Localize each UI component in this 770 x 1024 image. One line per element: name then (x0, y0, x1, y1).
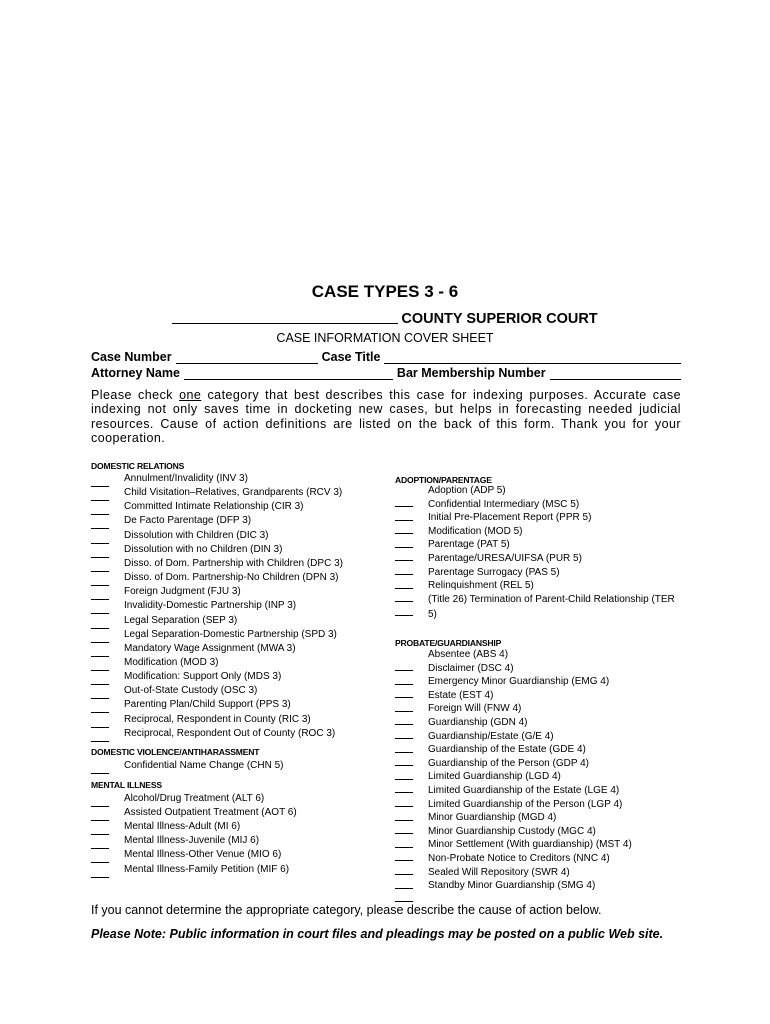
checklist-item (395, 539, 510, 561)
termination-continuation: 5) (428, 609, 437, 620)
checklist-item (91, 473, 248, 487)
checklist-item-label: Emergency Minor Guardianship (EMG 4) (428, 676, 610, 688)
checklist-item-label: Estate (EST 4) (428, 689, 494, 701)
checklist-item-label: Reciprocal, Respondent in County (RIC 3) (124, 713, 311, 725)
checkbox-blank[interactable] (395, 548, 413, 561)
form-subtitle: CASE INFORMATION COVER SHEET (276, 331, 494, 345)
checklist-item-label: Modification (MOD 3) (124, 656, 219, 668)
footer-note: Please Note: Public information in court files and pleadings may be posted on a public Web site. (91, 927, 664, 941)
checklist-item (91, 557, 343, 572)
checkbox-blank[interactable] (91, 700, 109, 713)
section-heading-mental-illness: MENTAL ILLNESS (91, 780, 162, 790)
checklist-item-label: Limited Guardianship of the Estate (LGE 4) (428, 785, 620, 796)
checkbox-blank[interactable] (91, 658, 109, 671)
checklist-item-label: Relinquishment (REL 5) (428, 580, 534, 592)
checklist-item (395, 485, 506, 507)
checklist-item (91, 699, 291, 713)
checklist-item-label: Committed Intimate Relationship (CIR 3) (124, 501, 304, 513)
checklist-item (91, 849, 282, 863)
checkbox-blank[interactable] (395, 685, 413, 698)
case-number-row (91, 350, 681, 364)
checklist-item-label: Dissolution with Children (DIC 3) (124, 529, 269, 541)
checkbox-blank[interactable] (395, 699, 413, 712)
checklist-item (91, 656, 219, 671)
checklist-item-label: Legal Separation-Domestic Partnership (SPD 3) (124, 628, 337, 640)
checklist-item-label: Reciprocal, Respondent Out of County (ROC 3) (124, 727, 336, 739)
checkbox-blank[interactable] (395, 808, 413, 821)
checklist-item (91, 543, 283, 558)
checklist-item-label: Guardianship of the Person (GDP 4) (428, 757, 590, 769)
checkbox-blank[interactable] (91, 808, 109, 821)
checklist-item (91, 793, 265, 807)
checkbox-blank[interactable] (395, 508, 413, 521)
checklist-item (395, 880, 596, 902)
checkbox-blank[interactable] (91, 616, 109, 629)
checkbox-blank[interactable] (395, 876, 413, 889)
checklist-item-label: Limited Guardianship (LGD 4) (428, 771, 561, 783)
checklist-item-label: Disso. of Dom. Partnership with Children (DPC 3) (124, 557, 343, 569)
checklist-item (91, 835, 260, 849)
checkbox-blank[interactable] (91, 729, 109, 742)
checklist-item-label: Parentage Surrogacy (PAS 5) (428, 566, 560, 578)
checklist-item-label: Mental Illness-Juvenile (MIJ 6) (124, 835, 260, 847)
checklist-item-label: Disclaimer (DSC 4) (428, 662, 514, 674)
checklist-item-label: Out-of-State Custody (OSC 3) (124, 685, 258, 697)
checklist-item (91, 614, 238, 629)
checkbox-blank[interactable] (395, 862, 413, 875)
checklist-item-label: Foreign Judgment (FJU 3) (124, 586, 241, 598)
checklist-item-label: Guardianship of the Estate (GDE 4) (428, 744, 586, 756)
checkbox-blank[interactable] (395, 576, 413, 589)
checkbox-blank[interactable] (395, 589, 413, 602)
county-blank[interactable] (172, 310, 398, 324)
checklist-item (91, 600, 297, 614)
checklist-item-label: Non-Probate Notice to Creditors (NNC 4) (428, 853, 610, 864)
checklist-item (91, 487, 343, 501)
checklist-item-label: Mandatory Wage Assignment (MWA 3) (124, 642, 296, 654)
checkbox-blank[interactable] (91, 865, 109, 878)
checklist-item (91, 628, 337, 643)
checklist-item-label: Minor Guardianship (MGD 4) (428, 812, 557, 824)
case-title-label: Case Title (321, 350, 381, 364)
checkbox-blank[interactable] (91, 502, 109, 515)
checkbox-blank[interactable] (91, 630, 109, 643)
footer-instruction: If you cannot determine the appropriate category, please describe the cause of action below. (91, 903, 602, 917)
intro-text-end: category that best describes this case for indexing purposes. Accurate case indexing not only saves time in docketing new cases, but helps in forecasting needed judicial resources. Cause of action definitions are listed on the back of this form. Thank you for your cooperation. (91, 388, 681, 445)
checkbox-blank[interactable] (395, 767, 413, 780)
checkbox-blank[interactable] (91, 822, 109, 835)
checkbox-blank[interactable] (91, 488, 109, 501)
checklist-item (91, 529, 269, 544)
checkbox-blank[interactable] (395, 780, 413, 793)
checklist-item (91, 572, 339, 586)
checkbox-blank[interactable] (395, 726, 413, 739)
section-heading-adoption: ADOPTION/PARENTAGE (395, 475, 492, 485)
checklist-item-label: Disso. of Dom. Partnership-No Children (DPN 3) (124, 572, 339, 584)
bar-number-label: Bar Membership Number (396, 366, 546, 380)
checkbox-blank[interactable] (395, 821, 413, 834)
section-heading-domestic-relations: DOMESTIC RELATIONS (91, 461, 185, 471)
bar-number-field[interactable] (550, 368, 681, 380)
checkbox-blank[interactable] (91, 559, 109, 572)
checkbox-blank[interactable] (395, 712, 413, 725)
checkbox-blank[interactable] (395, 848, 413, 861)
checkbox-blank[interactable] (91, 545, 109, 558)
checkbox-blank[interactable] (395, 603, 413, 616)
court-name: COUNTY SUPERIOR COURT (401, 311, 598, 327)
checkbox-blank[interactable] (91, 672, 109, 685)
section-heading-domestic-violence: DOMESTIC VIOLENCE/ANTIHARASSMENT (91, 747, 260, 757)
checkbox-blank[interactable] (91, 587, 109, 600)
checklist-item-label: Parentage/URESA/UIFSA (PUR 5) (428, 553, 582, 564)
checkbox-blank[interactable] (91, 686, 109, 699)
checklist-item (91, 685, 258, 699)
checkbox-blank[interactable] (395, 794, 413, 807)
attorney-name-field[interactable] (184, 368, 393, 380)
checkbox-blank[interactable] (91, 601, 109, 614)
checklist-item (91, 642, 296, 657)
checklist-item-label: Foreign Will (FNW 4) (428, 703, 522, 715)
checklist-item-label: Invalidity-Domestic Partnership (INP 3) (124, 600, 297, 612)
checklist-item-label: Adoption (ADP 5) (428, 485, 506, 496)
checkbox-blank[interactable] (395, 535, 413, 548)
checkbox-blank[interactable] (395, 672, 413, 685)
checkbox-blank[interactable] (91, 474, 109, 487)
checklist-item (91, 713, 311, 728)
checkbox-blank[interactable] (91, 531, 109, 544)
checklist-item-label: Assisted Outpatient Treatment (AOT 6) (124, 807, 297, 819)
checklist-item (395, 593, 675, 616)
checklist-item-label: (Title 26) Termination of Parent-Child Relationship (TER (428, 593, 675, 605)
checklist-item-label: Minor Settlement (With guardianship) (MST 4) (428, 839, 632, 851)
checkbox-blank[interactable] (395, 494, 413, 507)
checklist-item (91, 671, 282, 685)
case-number-field[interactable] (176, 352, 318, 364)
case-number-label: Case Number (91, 350, 172, 364)
checklist-item (395, 662, 514, 685)
instructions-paragraph (91, 388, 681, 445)
checklist-item-label: Legal Separation (SEP 3) (124, 614, 238, 626)
section-heading-probate: PROBATE/GUARDIANSHIP (395, 638, 502, 648)
checkbox-blank[interactable] (91, 794, 109, 807)
checkbox-blank[interactable] (395, 562, 413, 575)
checkbox-blank[interactable] (395, 753, 413, 766)
checklist-item-label: Minor Guardianship Custody (MGC 4) (428, 825, 596, 837)
checkbox-blank[interactable] (91, 644, 109, 657)
checklist-item-label: Absentee (ABS 4) (428, 649, 509, 660)
checklist-item-label: Annulment/Invalidity (INV 3) (124, 473, 248, 484)
checklist-item (91, 807, 297, 821)
court-line (0, 310, 770, 327)
checklist-item-label: Mental Illness-Adult (MI 6) (124, 821, 241, 833)
checklist-item-label: Guardianship (GDN 4) (428, 717, 528, 728)
checklist-item-label: Sealed Will Repository (SWR 4) (428, 866, 570, 878)
checklist-item-label: Modification: Support Only (MDS 3) (124, 671, 282, 683)
checkbox-blank[interactable] (91, 715, 109, 728)
checklist-item-label: Child Visitation–Relatives, Grandparents (RCV 3) (124, 487, 343, 499)
checkbox-blank[interactable] (91, 761, 109, 774)
checklist-item (91, 821, 241, 835)
checklist-item-label: Modification (MOD 5) (428, 525, 523, 537)
intro-underlined: one (179, 388, 202, 402)
checklist-item-label: Guardianship/Estate (G/E 4) (428, 730, 554, 742)
checklist-item-label: Alcohol/Drug Treatment (ALT 6) (124, 793, 265, 804)
checklist-item-label: Standby Minor Guardianship (SMG 4) (428, 880, 596, 892)
checklist-item-label: Mental Illness-Family Petition (MIF 6) (124, 863, 290, 875)
checkbox-blank[interactable] (395, 521, 413, 534)
checkbox-blank[interactable] (91, 836, 109, 849)
checklist-item-label: Confidential Name Change (CHN 5) (124, 760, 284, 771)
checklist-item (91, 586, 241, 600)
checklist-item-label: De Facto Parentage (DFP 3) (124, 515, 252, 527)
checklist-item-label: Mental Illness-Other Venue (MIO 6) (124, 849, 282, 861)
checklist-item (91, 760, 284, 774)
checkbox-blank[interactable] (395, 835, 413, 848)
checkbox-blank[interactable] (91, 850, 109, 863)
checklist-item-label: Parentage (PAT 5) (428, 539, 510, 551)
attorney-row (91, 366, 681, 380)
intro-text-start: Please check (91, 388, 180, 402)
checkbox-blank[interactable] (395, 658, 413, 671)
checkbox-blank[interactable] (395, 889, 413, 902)
attorney-name-label: Attorney Name (91, 366, 180, 380)
checkbox-blank[interactable] (91, 573, 109, 586)
checklist-item (91, 863, 290, 878)
checklist-item-label: Parenting Plan/Child Support (PPS 3) (124, 699, 291, 711)
page-title: CASE TYPES 3 - 6 (311, 282, 459, 301)
checklist-item-label: Confidential Intermediary (MSC 5) (428, 498, 580, 510)
checklist-item (91, 501, 304, 515)
checklist-item-label: Initial Pre-Placement Report (PPR 5) (428, 512, 592, 524)
checklist-item-label: Dissolution with no Children (DIN 3) (124, 543, 283, 555)
checkbox-blank[interactable] (91, 516, 109, 529)
checklist-item (91, 515, 252, 529)
case-title-field[interactable] (384, 352, 681, 364)
checklist-item (395, 580, 534, 602)
checkbox-blank[interactable] (395, 740, 413, 753)
checklist-item-label: Limited Guardianship of the Person (LGP 4) (428, 798, 623, 810)
checklist-item (91, 727, 336, 742)
